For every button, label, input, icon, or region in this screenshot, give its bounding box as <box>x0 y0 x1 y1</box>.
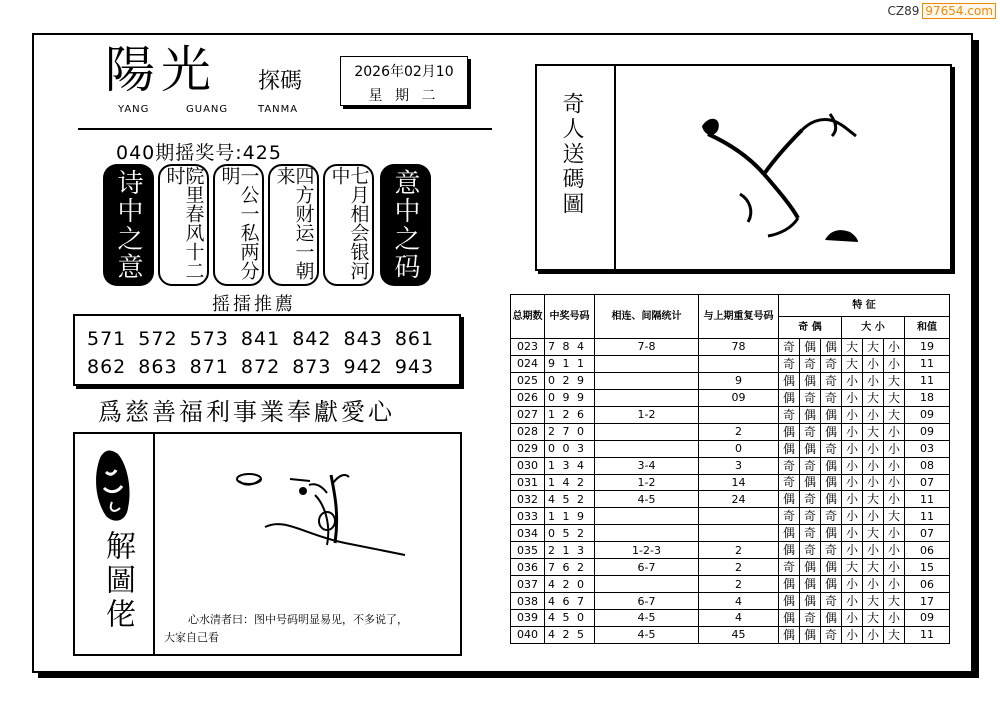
cell-feature: 小 <box>884 542 905 559</box>
table-row <box>511 626 950 643</box>
cell-feature: 奇 <box>821 355 842 372</box>
cell-feature: 偶 <box>800 406 821 423</box>
cell-feature: 偶 <box>800 576 821 593</box>
cell-winning-number: 4 2 0 <box>545 576 595 593</box>
cell-gap: 4-5 <box>595 626 699 643</box>
cell-feature: 大 <box>884 626 905 643</box>
cell-period: 024 <box>511 355 545 372</box>
cell-repeat: 2 <box>699 576 779 593</box>
cell-repeat: 9 <box>699 372 779 389</box>
cell-gap: 1-2-3 <box>595 542 699 559</box>
cell-sum: 06 <box>905 576 950 593</box>
cell-feature: 小 <box>884 440 905 457</box>
cell-feature: 大 <box>884 372 905 389</box>
cell-repeat: 78 <box>699 339 779 356</box>
cell-feature: 奇 <box>821 593 842 610</box>
cell-feature: 小 <box>842 576 863 593</box>
site-url[interactable]: 97654.com <box>922 3 996 19</box>
brand-roman-3: TANMA <box>258 104 299 115</box>
cell-feature: 小 <box>884 355 905 372</box>
jie-tu-title: 解圖佬 <box>100 530 135 632</box>
cell-repeat: 2 <box>699 559 779 576</box>
issue-draw-number: 040期摇奖号:425 <box>116 142 282 164</box>
cell-feature: 奇 <box>800 355 821 372</box>
col-header-repeat: 与上期重复号码 <box>699 295 779 339</box>
cell-winning-number: 1 1 9 <box>545 508 595 525</box>
cell-feature: 偶 <box>821 339 842 356</box>
history-stats-table <box>510 294 950 644</box>
cell-feature: 小 <box>863 355 884 372</box>
cell-feature: 偶 <box>779 610 800 627</box>
cell-feature: 小 <box>863 457 884 474</box>
cell-feature: 偶 <box>779 491 800 508</box>
cell-period: 033 <box>511 508 545 525</box>
cell-winning-number: 4 6 7 <box>545 593 595 610</box>
cell-feature: 小 <box>842 491 863 508</box>
cell-period: 034 <box>511 525 545 542</box>
cell-feature: 小 <box>842 474 863 491</box>
cell-feature: 小 <box>884 559 905 576</box>
cell-feature: 奇 <box>800 457 821 474</box>
cell-feature: 偶 <box>821 457 842 474</box>
cell-gap: 4-5 <box>595 491 699 508</box>
pill-poem-line-4: 七月相会银河中 <box>323 164 374 286</box>
cell-period: 027 <box>511 406 545 423</box>
col-header-winning-number: 中奖号码 <box>545 295 595 339</box>
cell-feature: 小 <box>884 576 905 593</box>
cell-feature: 奇 <box>779 339 800 356</box>
cell-feature: 小 <box>842 389 863 406</box>
cell-feature: 奇 <box>779 406 800 423</box>
cell-period: 036 <box>511 559 545 576</box>
jie-tu-note-line-1: 心水清者曰：图中号码明显易见，不多说了， <box>188 613 408 626</box>
cell-feature: 小 <box>842 457 863 474</box>
table-row <box>511 339 950 356</box>
cell-feature: 小 <box>842 423 863 440</box>
cell-feature: 偶 <box>821 474 842 491</box>
cell-sum: 11 <box>905 355 950 372</box>
cell-sum: 19 <box>905 339 950 356</box>
cell-feature: 小 <box>863 406 884 423</box>
table-row <box>511 372 950 389</box>
cell-gap: 1-2 <box>595 406 699 423</box>
cell-repeat <box>699 406 779 423</box>
cell-feature: 小 <box>842 593 863 610</box>
numbers-row-2: 862 863 871 872 873 942 943 <box>87 356 435 378</box>
cell-gap <box>595 423 699 440</box>
cell-repeat: 24 <box>699 491 779 508</box>
qi-ren-sketch-icon <box>680 100 890 242</box>
cell-period: 040 <box>511 626 545 643</box>
cell-feature: 小 <box>842 440 863 457</box>
numbers-row-1: 571 572 573 841 842 843 861 <box>87 328 435 350</box>
col-header-feature: 特 征 <box>779 295 950 317</box>
cell-winning-number: 4 2 5 <box>545 626 595 643</box>
cell-winning-number: 0 0 3 <box>545 440 595 457</box>
cell-gap <box>595 440 699 457</box>
table-row <box>511 508 950 525</box>
cell-period: 039 <box>511 610 545 627</box>
cell-repeat: 09 <box>699 389 779 406</box>
cell-feature: 大 <box>842 559 863 576</box>
cell-sum: 08 <box>905 457 950 474</box>
table-row <box>511 593 950 610</box>
cell-feature: 偶 <box>800 339 821 356</box>
cell-sum: 03 <box>905 440 950 457</box>
brand-subtitle: 探碼 <box>258 69 303 94</box>
col-header-period: 总期数 <box>511 295 545 339</box>
cell-feature: 奇 <box>800 525 821 542</box>
cell-gap <box>595 389 699 406</box>
cell-feature: 奇 <box>800 389 821 406</box>
cell-sum: 06 <box>905 542 950 559</box>
cell-feature: 奇 <box>821 440 842 457</box>
table-row <box>511 525 950 542</box>
cell-feature: 偶 <box>779 389 800 406</box>
cell-winning-number: 2 1 3 <box>545 542 595 559</box>
cell-feature: 偶 <box>779 525 800 542</box>
cell-feature: 大 <box>863 610 884 627</box>
cell-feature: 偶 <box>779 593 800 610</box>
cell-winning-number: 9 1 1 <box>545 355 595 372</box>
cell-feature: 大 <box>884 508 905 525</box>
cell-feature: 奇 <box>821 508 842 525</box>
cell-feature: 大 <box>863 339 884 356</box>
stats-body <box>511 339 950 644</box>
cell-feature: 偶 <box>800 372 821 389</box>
cell-feature: 小 <box>863 474 884 491</box>
weekday-line: 星 期 二 <box>368 88 440 104</box>
cell-winning-number: 1 3 4 <box>545 457 595 474</box>
cell-feature: 大 <box>842 355 863 372</box>
table-row <box>511 474 950 491</box>
cell-repeat: 2 <box>699 423 779 440</box>
cell-repeat <box>699 508 779 525</box>
cell-feature: 小 <box>842 508 863 525</box>
cell-feature: 小 <box>842 542 863 559</box>
cell-sum: 11 <box>905 508 950 525</box>
cell-period: 023 <box>511 339 545 356</box>
table-row <box>511 491 950 508</box>
frame-shadow-bottom <box>38 673 979 678</box>
cell-feature: 奇 <box>779 457 800 474</box>
cell-feature: 偶 <box>779 372 800 389</box>
recommended-numbers-box <box>73 314 461 386</box>
cell-feature: 偶 <box>800 440 821 457</box>
cell-feature: 奇 <box>821 626 842 643</box>
col-header-parity: 奇 偶 <box>779 317 842 339</box>
cell-feature: 偶 <box>800 626 821 643</box>
jie-tu-divider <box>153 432 155 656</box>
cell-feature: 偶 <box>821 423 842 440</box>
cell-period: 032 <box>511 491 545 508</box>
cell-feature: 偶 <box>779 626 800 643</box>
table-row <box>511 423 950 440</box>
cell-feature: 偶 <box>800 474 821 491</box>
cell-gap: 1-2 <box>595 474 699 491</box>
date-box <box>340 56 468 106</box>
cell-feature: 大 <box>884 406 905 423</box>
cell-feature: 大 <box>863 559 884 576</box>
qi-ren-title: 奇人送碼圖 <box>559 92 584 217</box>
cell-period: 038 <box>511 593 545 610</box>
cell-winning-number: 1 4 2 <box>545 474 595 491</box>
cell-winning-number: 0 9 9 <box>545 389 595 406</box>
table-row <box>511 610 950 627</box>
cell-feature: 小 <box>863 626 884 643</box>
col-header-size: 大 小 <box>842 317 905 339</box>
cell-winning-number: 7 8 4 <box>545 339 595 356</box>
cell-gap <box>595 525 699 542</box>
cell-sum: 18 <box>905 389 950 406</box>
cell-gap: 6-7 <box>595 593 699 610</box>
cell-feature: 大 <box>863 423 884 440</box>
cell-sum: 09 <box>905 610 950 627</box>
cell-feature: 小 <box>884 339 905 356</box>
cell-gap <box>595 576 699 593</box>
cell-feature: 奇 <box>821 372 842 389</box>
cell-feature: 小 <box>863 508 884 525</box>
cell-gap <box>595 372 699 389</box>
cell-feature: 偶 <box>779 542 800 559</box>
cell-feature: 小 <box>842 372 863 389</box>
cell-feature: 奇 <box>800 491 821 508</box>
cell-feature: 小 <box>884 525 905 542</box>
table-row <box>511 440 950 457</box>
cell-feature: 大 <box>863 491 884 508</box>
cell-sum: 07 <box>905 474 950 491</box>
site-tag <box>888 3 997 19</box>
table-row <box>511 576 950 593</box>
cell-feature: 小 <box>884 423 905 440</box>
cell-period: 030 <box>511 457 545 474</box>
table-row <box>511 406 950 423</box>
cell-period: 029 <box>511 440 545 457</box>
cell-feature: 偶 <box>800 559 821 576</box>
brand-roman-1: YANG <box>118 104 150 115</box>
cell-repeat <box>699 525 779 542</box>
cell-winning-number: 2 7 0 <box>545 423 595 440</box>
table-row <box>511 457 950 474</box>
cell-feature: 小 <box>842 525 863 542</box>
cell-gap <box>595 508 699 525</box>
cell-repeat: 45 <box>699 626 779 643</box>
cell-feature: 奇 <box>779 355 800 372</box>
table-row <box>511 559 950 576</box>
sketch-drawing-icon <box>235 465 415 565</box>
cell-sum: 11 <box>905 626 950 643</box>
cell-feature: 奇 <box>821 542 842 559</box>
cell-feature: 偶 <box>821 491 842 508</box>
cell-repeat: 14 <box>699 474 779 491</box>
col-header-gap-stats: 相连、间隔统计 <box>595 295 699 339</box>
cell-feature: 小 <box>884 491 905 508</box>
cell-feature: 小 <box>884 457 905 474</box>
cell-sum: 17 <box>905 593 950 610</box>
cell-winning-number: 4 5 2 <box>545 491 595 508</box>
charity-slogan: 爲慈善福利事業奉獻愛心 <box>98 398 395 426</box>
date-line: 2026年02月10 <box>354 64 454 80</box>
recommend-title: 摇擂推薦 <box>212 294 296 315</box>
cell-feature: 偶 <box>821 559 842 576</box>
cell-repeat: 3 <box>699 457 779 474</box>
cell-feature: 奇 <box>779 508 800 525</box>
table-row <box>511 389 950 406</box>
cell-feature: 奇 <box>800 542 821 559</box>
frame-shadow-right <box>973 40 979 676</box>
cell-feature: 奇 <box>800 423 821 440</box>
cell-feature: 小 <box>842 626 863 643</box>
pill-poem-line-2: 一公一私两分明 <box>213 164 264 286</box>
table-row <box>511 355 950 372</box>
cell-feature: 小 <box>842 610 863 627</box>
cell-period: 035 <box>511 542 545 559</box>
cell-feature: 小 <box>842 406 863 423</box>
cell-feature: 大 <box>863 389 884 406</box>
cell-repeat: 2 <box>699 542 779 559</box>
portrait-illustration-icon <box>84 446 144 528</box>
cell-winning-number: 0 5 2 <box>545 525 595 542</box>
cell-period: 028 <box>511 423 545 440</box>
cell-feature: 大 <box>842 339 863 356</box>
cell-sum: 11 <box>905 491 950 508</box>
cell-feature: 小 <box>863 372 884 389</box>
cell-winning-number: 0 2 9 <box>545 372 595 389</box>
cell-feature: 奇 <box>800 610 821 627</box>
cell-sum: 09 <box>905 423 950 440</box>
cell-period: 031 <box>511 474 545 491</box>
cell-winning-number: 7 6 2 <box>545 559 595 576</box>
cell-sum: 11 <box>905 372 950 389</box>
cell-feature: 大 <box>863 525 884 542</box>
pill-poem-meaning: 诗中之意 <box>103 164 154 286</box>
pill-code-meaning: 意中之码 <box>380 164 431 286</box>
site-code: CZ89 <box>887 4 920 18</box>
cell-feature: 大 <box>884 593 905 610</box>
cell-sum: 07 <box>905 525 950 542</box>
table-row <box>511 542 950 559</box>
pill-poem-line-1: 院里春风十二时 <box>158 164 209 286</box>
cell-period: 025 <box>511 372 545 389</box>
cell-sum: 09 <box>905 406 950 423</box>
cell-feature: 偶 <box>821 406 842 423</box>
cell-feature: 奇 <box>821 389 842 406</box>
jie-tu-note-line-2: 大家自己看 <box>164 631 219 644</box>
cell-gap: 6-7 <box>595 559 699 576</box>
cell-winning-number: 1 2 6 <box>545 406 595 423</box>
cell-feature: 小 <box>863 542 884 559</box>
cell-feature: 偶 <box>779 423 800 440</box>
cell-period: 026 <box>511 389 545 406</box>
cell-feature: 小 <box>884 474 905 491</box>
cell-feature: 偶 <box>821 610 842 627</box>
cell-feature: 小 <box>884 610 905 627</box>
cell-feature: 偶 <box>800 593 821 610</box>
cell-feature: 大 <box>863 593 884 610</box>
cell-repeat <box>699 355 779 372</box>
cell-gap <box>595 355 699 372</box>
cell-feature: 偶 <box>779 576 800 593</box>
cell-repeat: 4 <box>699 593 779 610</box>
cell-feature: 小 <box>863 576 884 593</box>
brand-roman-2: GUANG <box>186 104 229 115</box>
cell-feature: 大 <box>884 389 905 406</box>
cell-feature: 小 <box>863 440 884 457</box>
cell-feature: 奇 <box>779 474 800 491</box>
col-header-sum: 和值 <box>905 317 950 339</box>
qi-ren-divider <box>614 64 616 271</box>
cell-period: 037 <box>511 576 545 593</box>
pill-poem-line-3: 四方财运一朝来 <box>268 164 319 286</box>
cell-feature: 奇 <box>779 559 800 576</box>
cell-gap: 3-4 <box>595 457 699 474</box>
cell-gap: 7-8 <box>595 339 699 356</box>
cell-repeat: 0 <box>699 440 779 457</box>
brand-title: 陽光 <box>105 41 217 99</box>
cell-winning-number: 4 5 0 <box>545 610 595 627</box>
cell-feature: 偶 <box>779 440 800 457</box>
cell-feature: 奇 <box>800 508 821 525</box>
cell-feature: 偶 <box>821 576 842 593</box>
cell-sum: 15 <box>905 559 950 576</box>
cell-repeat: 4 <box>699 610 779 627</box>
header-divider <box>78 128 492 130</box>
cell-gap: 4-5 <box>595 610 699 627</box>
cell-feature: 偶 <box>821 525 842 542</box>
